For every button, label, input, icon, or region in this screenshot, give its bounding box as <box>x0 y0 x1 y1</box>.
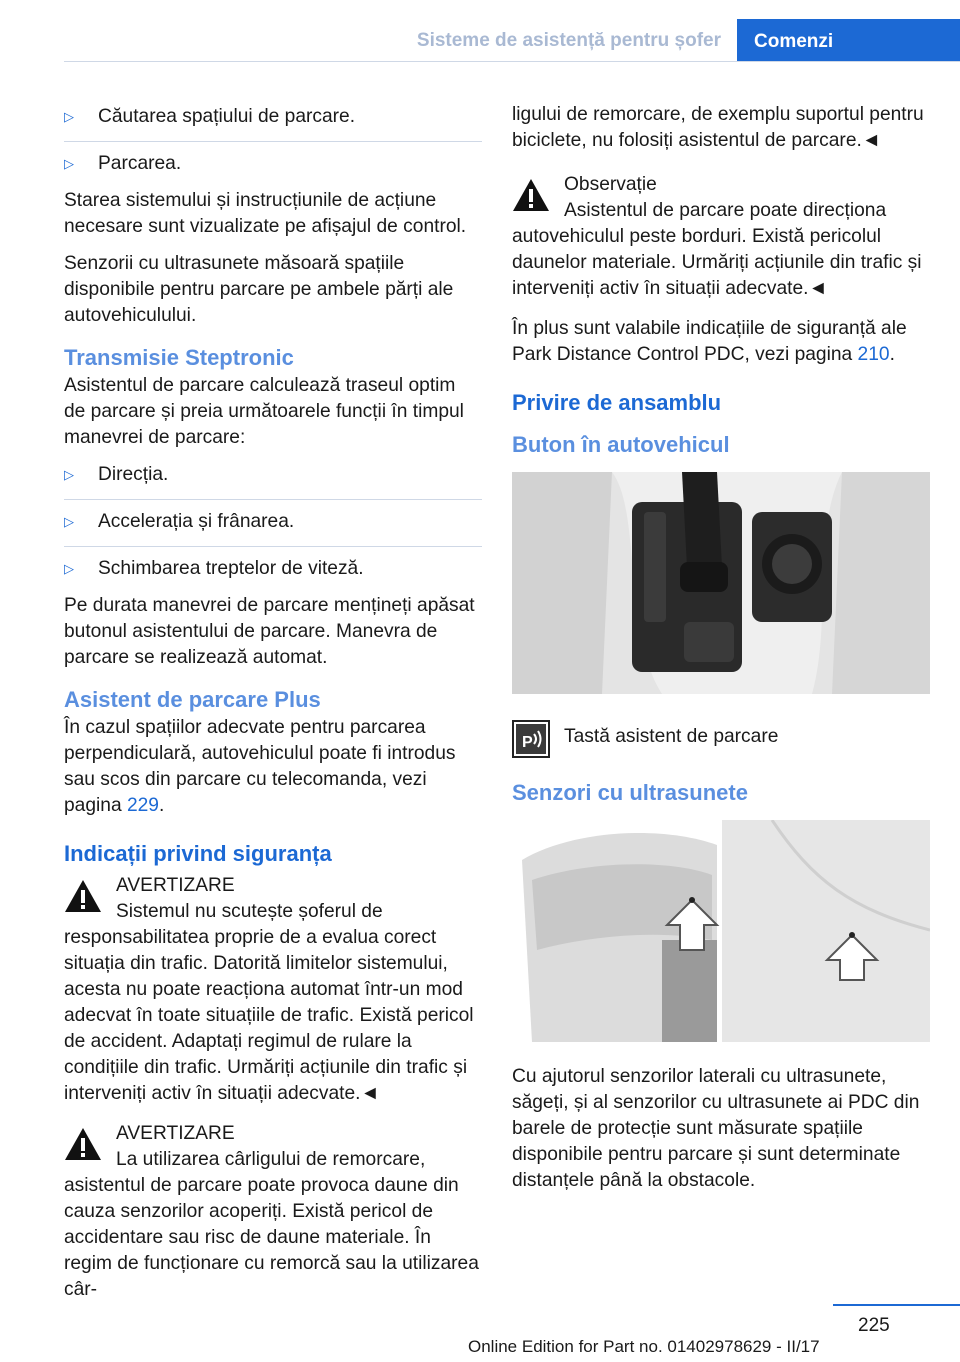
warning-title: AVERTIZARE <box>116 875 235 896</box>
heading-button: Buton în autovehicul <box>512 432 730 457</box>
caption-text: Tastă asistent de parcare <box>564 726 779 747</box>
triangle-bullet-icon: ▷ <box>64 156 74 171</box>
warning-triangle-icon <box>512 178 550 212</box>
page-link[interactable]: 229 <box>126 795 159 816</box>
paragraph: În plus sunt valabile indicațiile de siguranță ale Park Distance Control PDC, vezi pagina 210. <box>512 318 907 365</box>
paragraph: Asistentul de parcare calculează traseul optim de parcare și preia următoarele funcții în timpul manevrei de parcare: <box>64 375 464 448</box>
warning-title: AVERTIZARE <box>116 1123 235 1144</box>
paragraph: Pe durata manevrei de parcare mențineți apăsat butonul asistentului de parcare. Manevra de parcare se realizează automat. <box>64 595 475 668</box>
heading-sensors: Senzori cu ultrasunete <box>512 780 748 805</box>
footer-edition: Online Edition for Part no. 01402978629 - II/17 <box>468 1337 820 1356</box>
page-number-rule <box>833 1304 960 1306</box>
note-text: Asistentul de parcare poate direcționa autovehiculul peste borduri. Există pericolul daunelor materiale. Urmăriți acțiunile din trafic și interveniți activ în situații adecvate.◄ <box>512 200 922 299</box>
bullet-item: ▷ Căutarea spațiului de parcare. <box>64 104 482 141</box>
paragraph: ligului de remorcare, de exemplu suportul pentru biciclete, nu folosiți asistentul de parcare.◄ <box>512 104 924 151</box>
warning-block <box>64 1121 482 1303</box>
warning-triangle-icon <box>64 879 102 913</box>
header-chapter-tab: Comenzi <box>737 19 960 62</box>
page-number: 225 <box>858 1315 890 1336</box>
warning-text: La utilizarea cârligului de remorcare, asistentul de parcare poate provoca daune din cauza senzorilor acoperiți. Există pericol de accidentare sau risc de daune materiale. În regim de funcționare cu remorcă sau la utilizarea câr- <box>64 1149 479 1300</box>
triangle-bullet-icon: ▷ <box>64 561 74 576</box>
paragraph: În cazul spațiilor adecvate pentru parcarea perpendiculară, autovehiculul poate fi introdus sau scos din parcare cu telecomanda, vezi pagina 229. <box>64 717 456 816</box>
parking-assistant-button-icon <box>512 720 550 758</box>
right-column <box>512 102 930 1205</box>
triangle-bullet-icon: ▷ <box>64 514 74 529</box>
paragraph: Senzorii cu ultrasunete măsoară spațiile disponibile pentru parcare pe ambele părți ale autovehiculului. <box>64 253 454 326</box>
triangle-bullet-icon: ▷ <box>64 109 74 124</box>
heading-steptronic: Transmisie Steptronic <box>64 345 294 370</box>
ultrasonic-sensors-photo <box>512 820 930 1042</box>
svg-text:P: P <box>522 734 533 751</box>
center-console-photo <box>512 472 930 694</box>
header-rule <box>64 61 960 62</box>
bullet-item: ▷ Accelerația și frânarea. <box>64 509 482 546</box>
page-link[interactable]: 210 <box>857 344 890 365</box>
warning-block <box>64 873 482 1107</box>
triangle-bullet-icon: ▷ <box>64 467 74 482</box>
bullet-item: ▷ Schimbarea treptelor de viteză. <box>64 556 482 593</box>
heading-overview: Privire de ansamblu <box>512 390 722 415</box>
heading-parking-plus: Asistent de parcare Plus <box>64 687 321 712</box>
warning-triangle-icon <box>64 1127 102 1161</box>
heading-safety: Indicații privind siguranța <box>64 841 332 866</box>
left-column <box>64 104 482 1317</box>
header-section-title: Sisteme de asistență pentru șofer <box>416 30 721 51</box>
paragraph: Starea sistemului și instrucțiunile de acțiune necesare sunt vizualizate pe afișajul de control. <box>64 190 467 237</box>
bullet-item: ▷ Parcarea. <box>64 151 482 188</box>
bullet-item: ▷ Direcția. <box>64 462 482 499</box>
note-block <box>512 172 930 302</box>
warning-text: Sistemul nu scutește șoferul de responsabilitatea proprie de a evalua corect situația din trafic. Datorită limitelor sistemului, acesta nu poate reacționa automat într-un mod adecvat în toate situațiile de trafic. Există pericol de accident. Adaptați regimul de rulare la condițiile din trafic. Urmăriți acțiunile din trafic și interveniți activ în situații adecvate.◄ <box>64 901 474 1104</box>
button-caption <box>512 720 930 758</box>
note-title: Observație <box>564 174 657 195</box>
paragraph: Cu ajutorul senzorilor laterali cu ultrasunete, săgeți, și al senzorilor cu ultrasunete ai PDC din barele de protecție sunt măsurate spațiile disponibile pentru parcare și sunt determinate distanțele până la obstacole. <box>512 1066 920 1191</box>
